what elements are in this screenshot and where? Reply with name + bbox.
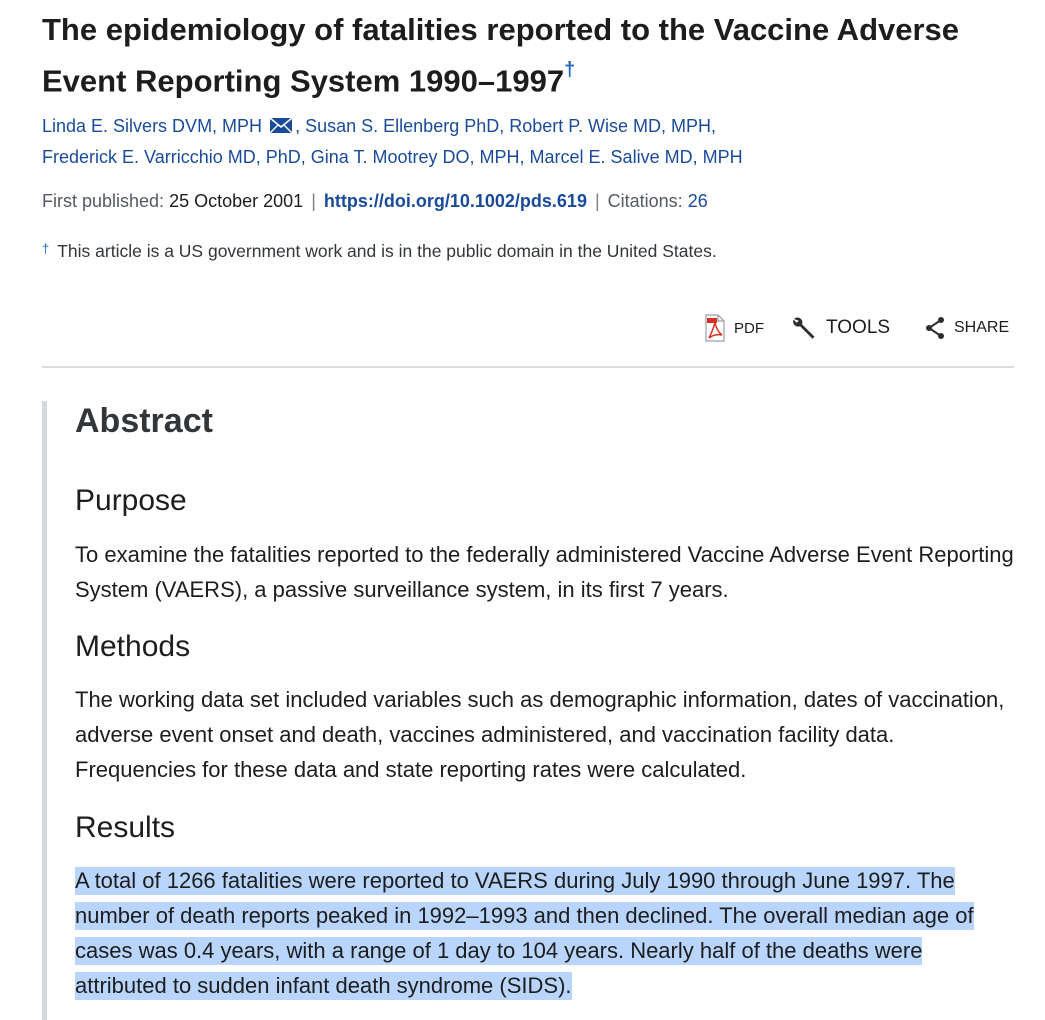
author-list	[42, 112, 1002, 172]
author-separator: ,	[519, 147, 525, 167]
results-text-highlighted[interactable]: A total of 1266 fatalities were reported to VAERS during July 1990 through June 1997. The number of death reports peaked in 1992–1993 and then declined. The overall median age of cases was 0.4 years, with a range of 1 day to 104 years. Nearly half of the deaths were attributed to sudden infant death syndrome (SIDS).	[75, 868, 974, 998]
author-separator: ,	[710, 116, 716, 136]
share-label: SHARE	[954, 319, 1010, 336]
wrench-icon	[790, 314, 818, 342]
abstract-heading: Abstract	[75, 402, 213, 440]
purpose-text: To examine the fatalities reported to the federally administered Vaccine Adverse Event Reporting System (VAERS), a passive surveillance system, in its first 7 years.	[75, 542, 1014, 602]
abstract-side-rule	[42, 401, 47, 1020]
article-toolbar	[700, 308, 1016, 348]
citations-count-link[interactable]: 26	[687, 191, 708, 211]
methods-heading: Methods	[75, 630, 191, 663]
section-divider	[42, 366, 1014, 368]
article-title	[42, 8, 1002, 103]
author-separator: ,	[499, 116, 505, 136]
author-separator: ,	[295, 116, 301, 136]
abstract-section	[75, 398, 1020, 998]
footnote-text: This article is a US government work and is in the public domain in the United States.	[57, 241, 717, 261]
article-title-text: The epidemiology of fatalities reported to the Vaccine Adverse Event Reporting System 1990–1997	[42, 12, 960, 99]
footnote-mark: †	[42, 241, 50, 256]
author-separator: ,	[300, 147, 306, 167]
first-published-label: First published:	[42, 191, 165, 211]
author-link[interactable]: Gina T. Mootrey DO, MPH	[310, 147, 520, 167]
envelope-icon[interactable]	[269, 114, 293, 143]
results-heading: Results	[75, 811, 176, 844]
pdf-label: PDF	[734, 319, 764, 337]
share-icon	[924, 316, 946, 340]
title-footnote-mark[interactable]: †	[564, 59, 576, 81]
doi-link[interactable]: https://doi.org/10.1002/pds.619	[323, 191, 587, 211]
results-paragraph	[75, 863, 1015, 1003]
tools-label: TOOLS	[826, 317, 891, 338]
info-separator: |	[594, 191, 600, 211]
publication-info	[42, 186, 708, 216]
purpose-heading: Purpose	[75, 484, 187, 517]
author-link[interactable]: Frederick E. Varricchio MD, PhD	[42, 147, 301, 167]
methods-text: The working data set included variables such as demographic information, dates of vaccination, adverse event onset and death, vaccines administered, and vaccination facility data. Frequencies for these data and state reporting rates were calculated.	[75, 687, 1005, 782]
author-link[interactable]: Marcel E. Salive MD, MPH	[529, 147, 743, 167]
pdf-button[interactable]	[704, 308, 764, 348]
author-link[interactable]: Linda E. Silvers DVM, MPH	[42, 116, 263, 136]
author-link[interactable]: Robert P. Wise MD, MPH	[509, 116, 711, 136]
info-separator: |	[311, 191, 316, 211]
citations-label: Citations:	[607, 191, 683, 211]
share-button[interactable]	[924, 308, 1009, 348]
public-domain-note	[42, 234, 717, 266]
tools-button[interactable]	[790, 308, 890, 348]
author-link[interactable]: Susan S. Ellenberg PhD	[305, 116, 500, 136]
pdf-file-icon	[704, 314, 726, 342]
first-published-date: 25 October 2001	[169, 191, 304, 211]
